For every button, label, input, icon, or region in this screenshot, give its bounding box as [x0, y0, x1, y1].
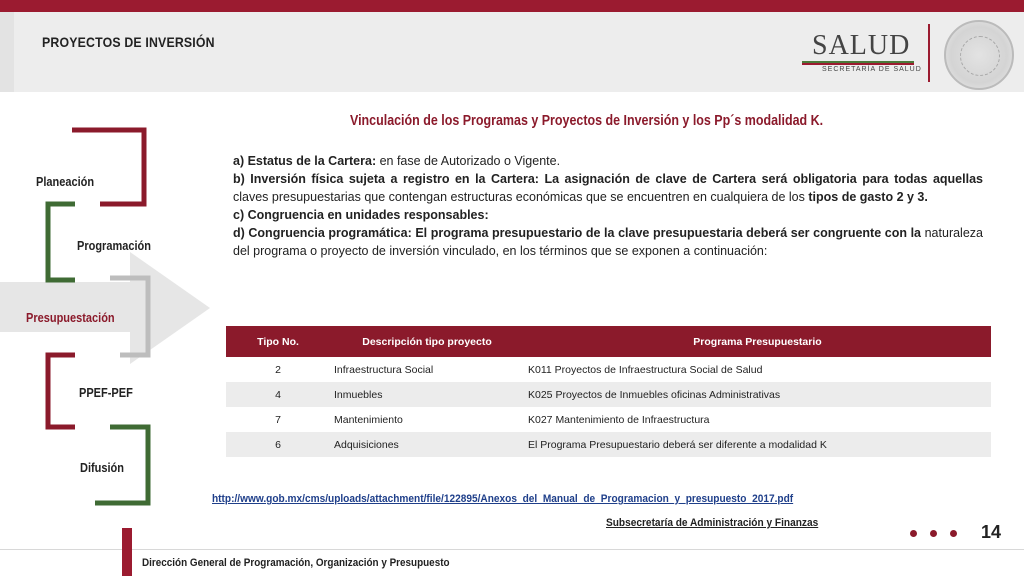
item-a-bold: a) Estatus de la Cartera: — [233, 154, 377, 168]
cell-descripcion: Infraestructura Social — [330, 357, 524, 382]
cell-tipo: 2 — [226, 357, 330, 382]
cell-tipo: 6 — [226, 432, 330, 457]
item-c-bold: c) Congruencia en unidades responsables: — [233, 208, 489, 222]
item-b-bold: b) Inversión física sujeta a registro en la Cartera: La asignación de clave de Cartera será obligatoria para todas aquellas — [233, 172, 983, 186]
page-number: 14 — [981, 522, 1002, 542]
cell-tipo: 7 — [226, 407, 330, 432]
item-c — [233, 206, 983, 224]
table-header-row — [226, 326, 991, 357]
cell-programa: K011 Proyectos de Infraestructura Social de Salud — [524, 357, 991, 382]
manual-link[interactable]: http://www.gob.mx/cms/uploads/attachment/file/122895/Anexos_del_Manual_de_Programacion_y_presupuesto_2017.pdf — [212, 493, 794, 505]
cell-descripcion: Inmuebles — [330, 382, 524, 407]
bracket-presupuestacion — [110, 278, 148, 355]
cell-descripcion: Mantenimiento — [330, 407, 524, 432]
process-flow-brackets — [0, 0, 220, 520]
cell-descripcion: Adquisiciones — [330, 432, 524, 457]
dot — [910, 530, 917, 537]
item-a-text: en fase de Autorizado o Vigente. — [376, 154, 561, 168]
slide-body — [233, 152, 983, 260]
table-row — [226, 432, 991, 457]
salud-logo-subtitle: SECRETARÍA DE SALUD — [822, 66, 922, 73]
col-header-descripcion: Descripción tipo proyecto — [330, 326, 524, 357]
item-b-text: claves presupuestarias que contengan estructuras económicas que se encuentren en cualquiera de los — [233, 190, 809, 204]
step-difusion: Difusión — [80, 461, 124, 475]
footer-direccion: Dirección General de Programación, Organización y Presupuesto — [142, 557, 450, 569]
step-planeacion: Planeación — [36, 175, 95, 189]
bracket-ppef — [48, 355, 75, 427]
step-programacion: Programación — [77, 239, 151, 253]
col-header-programa: Programa Presupuestario — [524, 326, 991, 357]
slide-heading: Vinculación de los Programas y Proyectos de Inversión y los Pp´s modalidad K. — [350, 113, 824, 129]
cell-programa: K025 Proyectos de Inmuebles oficinas Administrativas — [524, 382, 991, 407]
footer-accent — [122, 528, 132, 576]
logo-red-line — [802, 63, 914, 65]
step-presupuestacion: Presupuestación — [26, 311, 115, 325]
section-title: PROYECTOS DE INVERSIÓN — [42, 34, 215, 50]
item-b — [233, 170, 983, 206]
salud-logo-word: SALUD — [812, 30, 911, 61]
item-d-bold: d) Congruencia programática: El programa presupuestario de la clave presupuestaria deberá ser congruente con la — [233, 226, 922, 240]
item-d-text: naturaleza del programa o proyecto de inversión vinculado, en los términos que se exponen a continuación: — [233, 226, 983, 258]
bracket-planeacion — [72, 130, 144, 204]
logo-divider — [928, 24, 930, 82]
item-a — [233, 152, 983, 170]
dot — [950, 530, 957, 537]
project-type-table — [226, 326, 991, 457]
bracket-programacion — [48, 204, 75, 280]
cell-tipo: 4 — [226, 382, 330, 407]
dot — [930, 530, 937, 537]
item-b-bold2: tipos de gasto 2 y 3. — [808, 190, 928, 204]
item-d — [233, 224, 983, 260]
step-ppef-pef: PPEF-PEF — [79, 386, 133, 400]
national-seal-icon — [944, 20, 1014, 90]
table-row — [226, 407, 991, 432]
cell-programa: El Programa Presupuestario deberá ser diferente a modalidad K — [524, 432, 991, 457]
cell-programa: K027 Mantenimiento de Infraestructura — [524, 407, 991, 432]
table-row — [226, 382, 991, 407]
table-row — [226, 357, 991, 382]
col-header-tipo: Tipo No. — [226, 326, 330, 357]
subsecretaria-label: Subsecretaría de Administración y Finanzas — [606, 517, 819, 529]
